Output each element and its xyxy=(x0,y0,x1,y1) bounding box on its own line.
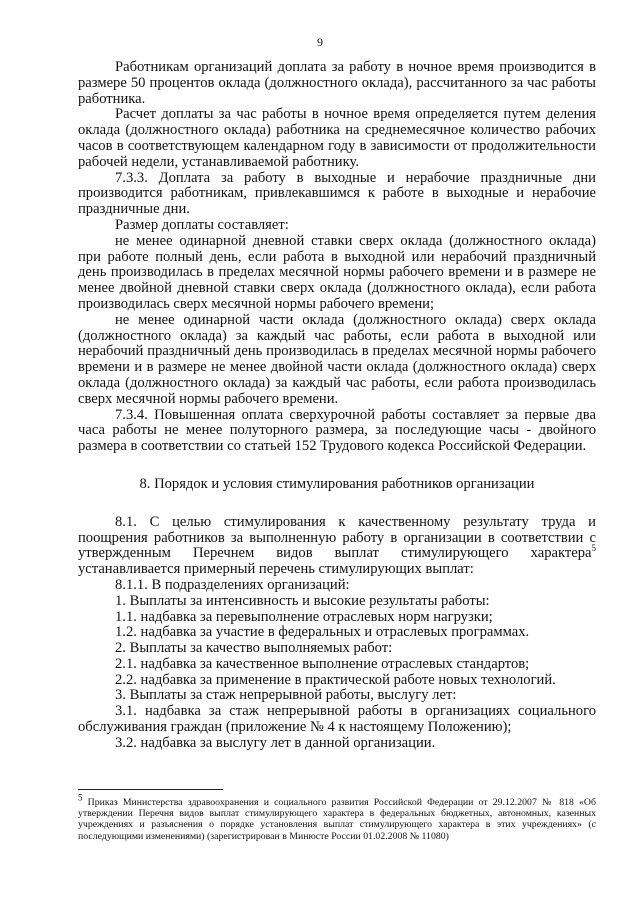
document-body xyxy=(78,60,596,752)
page-number: 9 xyxy=(317,35,323,49)
footnote-text: Приказ Министерства здравоохранения и социального развития Российской Федерации от 29.12.2007 № 818 «Об утверждении Перечня видов выплат стимулирующего характера в федеральных бюджетных, автономных, казенных учреждениях и разъяснения о порядке установления выплат стимулирующего характера в этих учреждениях» (с последующими изменениями) (зарегистрирован в Минюсте России 01.02.2008 № 11080) xyxy=(78,797,596,842)
list-item: 3.1. надбавка за стаж непрерывной работы в организациях социального обслуживания граждан (приложение № 4 к настоящему Положению); xyxy=(78,703,596,736)
footnote-reference: 5 xyxy=(591,543,596,554)
paragraph: не менее одинарной дневной ставки сверх оклада (должностного оклада) при работе полный день, если работа в выходной или нерабочий праздничный день производилась в пределах месячной нормы рабочего времени и в размере не менее двойной дневной ставки сверх оклада (должностного оклада), если работа производилась сверх месячной нормы рабочего времени; xyxy=(78,232,596,312)
list-item: 2.1. надбавка за качественное выполнение отраслевых стандартов; xyxy=(115,655,530,672)
list-item: 2.2. надбавка за применение в практической работе новых технологий. xyxy=(115,671,556,688)
paragraph: Размер доплаты составляет: xyxy=(115,216,289,233)
section-heading: 8. Порядок и условия стимулирования работников организации xyxy=(139,475,535,492)
list-item: 8.1.1. В подразделениях организаций: xyxy=(115,576,350,593)
paragraph: Расчет доплаты за час работы в ночное время определяется путем деления оклада (должностного оклада) работника на среднемесячное количество рабочих часов в соответствующем календарном году в зависимости от продолжительности рабочей недели, устанавливаемой работнику. xyxy=(78,106,596,170)
paragraph: не менее одинарной части оклада (должностного оклада) сверх оклада (должностного оклада) за каждый час работы, если работа в выходной или нерабочий праздничный день производилась в пределах месячной нормы рабочего времени и в размере не менее двойной части оклада (должностного оклада) сверх оклада (должностного оклада) за каждый час работы, если работа производилась сверх месячной нормы рабочего времени. xyxy=(78,311,596,407)
list-item: 1.2. надбавка за участие в федеральных и отраслевых программах. xyxy=(115,624,530,641)
paragraph-8-1 xyxy=(78,515,596,578)
list-item: 2. Выплаты за качество выполняемых работ: xyxy=(115,640,393,657)
footnote-mark: 5 xyxy=(78,792,83,803)
footnote-separator xyxy=(78,789,223,790)
list-item: 3.2. надбавка за выслугу лет в данной организации. xyxy=(115,734,436,751)
paragraph: 7.3.4. Повышенная оплата сверхурочной работы составляет за первые два часа работы не менее полуторного размера, за последующие часы - двойного размера в соответствии со статьей 152 Трудового кодекса Российской Федерации. xyxy=(78,406,596,455)
list-item: 1. Выплаты за интенсивность и высокие результаты работы: xyxy=(115,592,490,609)
list-item: 3. Выплаты за стаж непрерывной работы, выслугу лет: xyxy=(115,687,457,704)
footnote xyxy=(78,792,596,842)
paragraph-8-1-text: 8.1. С целью стимулирования к качественному результату труда и поощрения работников за выполненную работу в организации в соответствии с утвержденным Перечнем видов выплат стимулирующего характера xyxy=(78,513,596,562)
list-item: 1.1. надбавка за перевыполнение отраслевых норм нагрузки; xyxy=(115,608,493,625)
paragraph: Работникам организаций доплата за работу в ночное время производится в размере 50 процентов оклада (должностного оклада), рассчитанного за час работы работника. xyxy=(78,59,596,107)
paragraph-8-1-text-end: устанавливается примерный перечень стимулирующих выплат: xyxy=(78,561,474,578)
paragraph: 7.3.3. Доплата за работу в выходные и нерабочие праздничные дни производится работникам, привлекавшимся к работе в выходные и нерабочие праздничные дни. xyxy=(78,169,596,218)
